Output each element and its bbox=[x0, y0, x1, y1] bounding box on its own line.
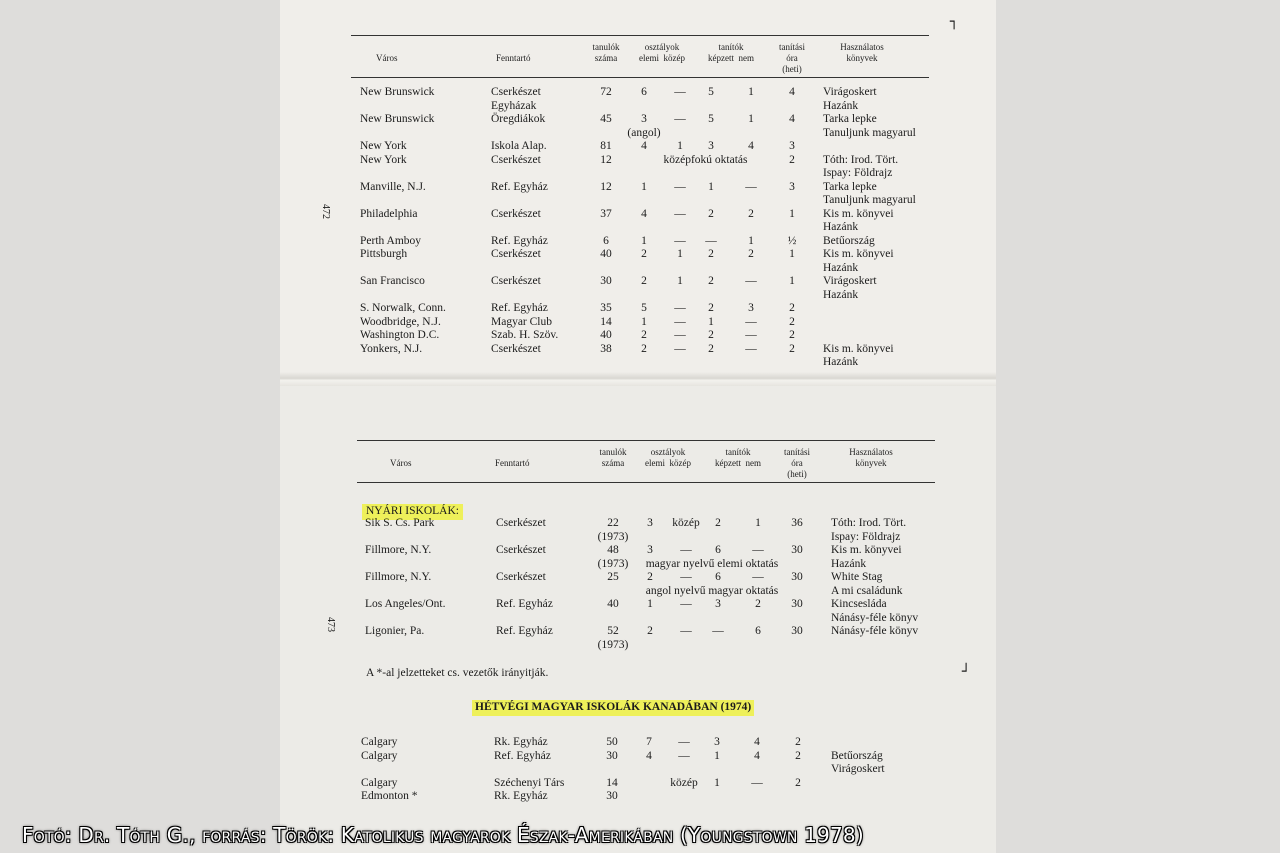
summer-table-row-students: 40 bbox=[607, 598, 619, 610]
top-table-row-kozep: — bbox=[674, 207, 686, 220]
bottom-header-sponsor: Fenntartó bbox=[495, 458, 530, 468]
photo-caption: Fotó: Dr. Tóth G., forrás: Török: Katolikus magyarok Észak-Amerikában (Youngstown 1978) bbox=[22, 823, 864, 847]
bottom-header-books: Használatos könyvek bbox=[849, 447, 893, 468]
top-table-row-hours: 4 bbox=[789, 86, 795, 98]
top-table-row-elemi: 4 bbox=[641, 207, 647, 220]
summer-table-row-students: (1973) bbox=[597, 638, 629, 651]
summer-table-row-elemi: 3 bbox=[647, 517, 653, 529]
top-table-row-city: Manville, N.J. bbox=[360, 180, 426, 193]
top-table-row-nem: 1 bbox=[748, 234, 754, 247]
summer-table-row-kepzett: — bbox=[712, 625, 724, 637]
top-header-books: Használatos könyvek bbox=[840, 42, 884, 63]
summer-table-row-hours: 30 bbox=[791, 571, 803, 583]
bottom-header-students: tanulók száma bbox=[599, 447, 627, 468]
canada-table-row-kozep: közép bbox=[670, 776, 698, 789]
top-table-row-nem: — bbox=[745, 315, 757, 328]
top-table-row-nem: 1 bbox=[748, 113, 754, 125]
top-table-row-hours: 4 bbox=[789, 113, 795, 125]
summer-table-row-kepzett: 2 bbox=[715, 517, 721, 529]
top-header-teachers: tanítók bbox=[718, 42, 744, 52]
summer-table-row-elemi: 2 bbox=[647, 625, 653, 637]
canada-table-row-sponsor: Ref. Egyház bbox=[494, 749, 551, 762]
top-table-row-elemi: 5 bbox=[641, 302, 647, 314]
top-table-row-elemi: 2 bbox=[641, 329, 647, 341]
summer-table-row-books: Kincsesláda bbox=[831, 598, 887, 610]
top-table-row-nem: — bbox=[745, 275, 757, 287]
footnote: A *-al jelzetteket cs. vezetők irányitják. bbox=[366, 667, 549, 679]
canada-table-row-city: Edmonton * bbox=[361, 790, 418, 802]
summer-table-row-city: Fillmore, N.Y. bbox=[365, 544, 432, 556]
bottom-header-teachers: tanítók bbox=[725, 447, 751, 457]
top-table-row-nem: — bbox=[745, 342, 757, 355]
top-table-row-nem: 2 bbox=[748, 248, 754, 260]
top-table-row-sponsor: Cserkészet bbox=[491, 248, 541, 260]
top-table-row-elemi: 4 bbox=[641, 140, 647, 152]
bottom-header-hours: tanítási óra (heti) bbox=[784, 447, 810, 479]
top-table-row-students: 30 bbox=[600, 275, 612, 287]
canada-table-row-hours: 2 bbox=[795, 749, 801, 762]
top-table-row-hours: 3 bbox=[789, 140, 795, 152]
top-table-row-books: Hazánk bbox=[823, 356, 859, 368]
top-table-row-books: Kis m. könyvei bbox=[823, 342, 894, 355]
top-table-row-books: Hazánk bbox=[823, 221, 859, 233]
summer-table-row-nem: 1 bbox=[755, 517, 761, 529]
top-table-row-nem: 1 bbox=[748, 86, 754, 98]
top-table-row-sponsor: Szab. H. Szöv. bbox=[491, 329, 559, 341]
top-table-row-sponsor: Cserkészet bbox=[491, 153, 541, 166]
canada-table-row-kepzett: 1 bbox=[714, 776, 720, 789]
canada-table-row-kepzett: 3 bbox=[714, 736, 720, 748]
top-table-row-nem: — bbox=[745, 180, 757, 193]
summer-table-row-books: Kis m. könyvei bbox=[831, 544, 902, 556]
top-table-row-nem: 2 bbox=[748, 207, 754, 220]
top-table-row-books: Ispay: Földrajz bbox=[823, 167, 893, 179]
top-table-row-sponsor: Magyar Club bbox=[491, 315, 553, 328]
top-table-row-nem: 3 bbox=[748, 302, 754, 314]
top-table-row-elemi: 2 bbox=[641, 275, 647, 287]
top-table-row-kozep: — bbox=[674, 113, 686, 125]
top-table-row-city: Pittsburgh bbox=[360, 248, 408, 260]
top-table-row-elemi: 2 bbox=[641, 248, 647, 260]
top-table-row-sponsor: Ref. Egyház bbox=[491, 234, 548, 247]
top-table-row-kepzett: 2 bbox=[708, 342, 714, 355]
summer-table-row-kozep: — bbox=[680, 625, 692, 637]
top-table-row-city: Philadelphia bbox=[360, 207, 418, 220]
top-header-city: Város bbox=[376, 53, 398, 63]
top-table-row-students: 14 bbox=[600, 315, 612, 328]
top-table-row-sponsor: Öregdiákok bbox=[491, 113, 546, 125]
summer-table-row-sponsor: Cserkészet bbox=[496, 517, 546, 529]
bottom-table-rule-lower bbox=[357, 482, 935, 483]
top-table-row-books: Hazánk bbox=[823, 99, 859, 112]
summer-table-row-kepzett: 6 bbox=[715, 571, 721, 583]
top-table-row-students: 40 bbox=[600, 248, 612, 260]
top-table-row-city: Perth Amboy bbox=[360, 234, 422, 247]
top-table-row-elemi: 1 bbox=[641, 180, 647, 193]
top-table-row-students: 35 bbox=[600, 302, 612, 314]
top-table-row-hours: 2 bbox=[789, 302, 795, 314]
summer-table-row-nem: 6 bbox=[755, 625, 761, 637]
top-table-row-sponsor: Cserkészet bbox=[491, 275, 541, 287]
canada-table-row-elemi: 4 bbox=[646, 749, 652, 762]
top-table-row-students: 38 bbox=[600, 342, 612, 355]
bottom-header-classes: osztályok bbox=[650, 447, 686, 457]
summer-table-row-elemi: 3 bbox=[647, 544, 653, 556]
top-table-row-kozep: 1 bbox=[677, 248, 683, 260]
summer-table-row-sponsor: Ref. Egyház bbox=[496, 625, 553, 637]
top-header-students: tanulók száma bbox=[592, 42, 620, 63]
top-table-row-students: 45 bbox=[600, 113, 612, 125]
top-table-row-kozep: — bbox=[674, 234, 686, 247]
top-table-row-books: Hazánk bbox=[823, 261, 859, 274]
top-table-row-students: 12 bbox=[600, 180, 612, 193]
top-table-row-kepzett: — bbox=[705, 234, 717, 247]
top-table-row-hours: 1 bbox=[789, 248, 795, 260]
canada-table-row-nem: 4 bbox=[754, 736, 760, 748]
canada-section-title: HÉTVÉGI MAGYAR ISKOLÁK KANADÁBAN (1974) bbox=[472, 700, 754, 716]
summer-table-row-students: (1973) bbox=[597, 530, 629, 543]
top-table-row-hours: 2 bbox=[789, 342, 795, 355]
top-table-row-elemi: 3 bbox=[641, 113, 647, 125]
top-table-row-books: Betűország bbox=[823, 234, 875, 247]
top-table-row-city: Washington D.C. bbox=[360, 329, 440, 341]
top-table-row-students: 6 bbox=[603, 234, 609, 247]
top-table-row-kozep: — bbox=[674, 329, 686, 341]
summer-table-row-city: Ligonier, Pa. bbox=[365, 625, 425, 637]
summer-table-row-students: 52 bbox=[607, 625, 619, 637]
summer-table-row-sponsor: Ref. Egyház bbox=[496, 598, 553, 610]
top-table-row-books: Tarka lepke bbox=[823, 113, 877, 125]
top-table-row-kepzett: 5 bbox=[708, 86, 714, 98]
top-header-classes-sub: elemi közép bbox=[639, 53, 685, 63]
canada-table-row-kozep: — bbox=[678, 749, 690, 762]
canada-table-row-nem: 4 bbox=[754, 749, 760, 762]
top-table-row-hours: ½ bbox=[787, 234, 797, 247]
crop-mark-top: ┐ bbox=[950, 14, 959, 30]
top-table-row-sponsor: Iskola Alap. bbox=[491, 140, 547, 152]
top-table-row-sponsor: Ref. Egyház bbox=[491, 302, 548, 314]
top-header-hours: tanítási óra (heti) bbox=[779, 42, 805, 74]
bottom-table-rule-upper bbox=[357, 440, 935, 441]
top-table-row-elemi: 1 bbox=[641, 234, 647, 247]
top-table-row-nem: — bbox=[745, 329, 757, 341]
canada-table-row-students: 30 bbox=[606, 749, 618, 762]
canada-table-row-sponsor: Rk. Egyház bbox=[494, 736, 548, 748]
canada-table-row-kepzett: 1 bbox=[714, 749, 720, 762]
summer-table-row-elemi: 2 bbox=[647, 571, 653, 583]
page-fold bbox=[280, 372, 996, 386]
page-number-top: 472 bbox=[320, 204, 331, 219]
canada-table-row-sponsor: Széchenyi Társ bbox=[494, 776, 565, 789]
top-table-row-books: Virágoskert bbox=[823, 275, 877, 287]
summer-schools-title: NYÁRI ISKOLÁK: bbox=[362, 504, 463, 520]
top-table-row-books: Kis m. könyvei bbox=[823, 207, 894, 220]
top-table-row-nem: 4 bbox=[748, 140, 754, 152]
top-table-row-kepzett: 2 bbox=[708, 329, 714, 341]
top-table-row-kepzett: 5 bbox=[708, 113, 714, 125]
summer-table-row-kozep: — bbox=[680, 571, 692, 583]
summer-table-row-elemi: 1 bbox=[647, 598, 653, 610]
summer-table-row-students: 25 bbox=[607, 571, 619, 583]
summer-table-row-nem: 2 bbox=[755, 598, 761, 610]
top-table-row-city: Yonkers, N.J. bbox=[360, 342, 423, 355]
summer-table-row-kozep: magyar nyelvű elemi oktatás bbox=[645, 557, 779, 570]
summer-table-row-kozep: — bbox=[680, 598, 692, 610]
top-table-row-city: San Francisco bbox=[360, 275, 425, 287]
top-table-row-books: Tarka lepke bbox=[823, 180, 877, 193]
top-table-row-books: Tanuljunk magyarul bbox=[823, 194, 916, 206]
top-table-row-students: 40 bbox=[600, 329, 612, 341]
top-table-row-books: Tanuljunk magyarul bbox=[823, 126, 916, 139]
summer-table-row-books: A mi családunk bbox=[831, 584, 903, 597]
summer-table-row-sponsor: Cserkészet bbox=[496, 571, 546, 583]
canada-table-row-kozep: — bbox=[678, 736, 690, 748]
top-table-row-kepzett: 3 bbox=[708, 140, 714, 152]
top-table-row-sponsor: Cserkészet bbox=[491, 342, 541, 355]
top-table-row-sponsor: Egyházak bbox=[491, 99, 537, 112]
canada-table-row-students: 14 bbox=[606, 776, 618, 789]
canada-table-row-nem: — bbox=[751, 776, 763, 789]
summer-table-row-city: Fillmore, N.Y. bbox=[365, 571, 432, 583]
top-table-row-elemi: (angol) bbox=[627, 126, 661, 139]
top-table-row-sponsor: Cserkészet bbox=[491, 207, 541, 220]
canada-table-row-elemi: 7 bbox=[646, 736, 652, 748]
summer-table-row-students: 48 bbox=[607, 544, 619, 556]
summer-table-row-nem: — bbox=[752, 544, 764, 556]
bottom-header-city: Város bbox=[390, 458, 412, 468]
top-table-row-elemi: 2 bbox=[641, 342, 647, 355]
top-table-row-books: Tóth: Irod. Tört. bbox=[823, 153, 899, 166]
summer-table-row-books: Nánásy-féle könyv bbox=[831, 625, 919, 637]
canada-table-row-hours: 2 bbox=[795, 736, 801, 748]
canada-table-row-sponsor: Rk. Egyház bbox=[494, 790, 548, 802]
top-table-row-city: New York bbox=[360, 153, 407, 166]
top-table-rule-upper bbox=[351, 35, 929, 36]
summer-table-row-kozep: — bbox=[680, 544, 692, 556]
summer-table-row-hours: 30 bbox=[791, 544, 803, 556]
summer-table-row-hours: 30 bbox=[791, 598, 803, 610]
summer-table-row-books: White Stag bbox=[831, 571, 883, 583]
summer-table-row-students: (1973) bbox=[597, 557, 629, 570]
canada-table-row-students: 50 bbox=[606, 736, 618, 748]
top-table-row-hours: 2 bbox=[789, 329, 795, 341]
top-table-rule-lower bbox=[351, 77, 929, 78]
top-table-row-city: S. Norwalk, Conn. bbox=[360, 302, 446, 314]
summer-table-row-city: Sik S. Cs. Park bbox=[365, 517, 435, 529]
top-table-row-kepzett: 2 bbox=[708, 302, 714, 314]
top-table-row-hours: 2 bbox=[789, 315, 795, 328]
top-table-row-city: New York bbox=[360, 140, 407, 152]
top-table-row-students: 37 bbox=[600, 207, 612, 220]
top-header-sponsor: Fenntartó bbox=[496, 53, 531, 63]
top-table-row-kozep: — bbox=[674, 342, 686, 355]
bottom-header-teachers-sub: képzett nem bbox=[715, 458, 761, 468]
top-table-row-kozep: — bbox=[674, 86, 686, 98]
summer-table-row-hours: 36 bbox=[791, 517, 803, 529]
top-table-row-books: Hazánk bbox=[823, 288, 859, 301]
top-table-row-students: 12 bbox=[600, 153, 612, 166]
top-table-row-hours: 2 bbox=[789, 153, 795, 166]
top-table-row-hours: 1 bbox=[789, 275, 795, 287]
top-table-row-kepzett: 2 bbox=[708, 275, 714, 287]
top-table-row-city: Woodbridge, N.J. bbox=[360, 315, 441, 328]
top-table-row-kepzett: 2 bbox=[708, 207, 714, 220]
top-header-teachers-sub: képzett nem bbox=[708, 53, 754, 63]
summer-table-row-hours: 30 bbox=[791, 625, 803, 637]
top-table-row-elemi: 6 bbox=[641, 86, 647, 98]
summer-table-row-sponsor: Cserkészet bbox=[496, 544, 546, 556]
canada-table-row-students: 30 bbox=[606, 790, 618, 802]
summer-table-row-books: Ispay: Földrajz bbox=[831, 530, 901, 543]
top-table-row-sponsor: Ref. Egyház bbox=[491, 180, 548, 193]
bottom-header-classes-sub: elemi közép bbox=[645, 458, 691, 468]
top-table-row-kozep: — bbox=[674, 302, 686, 314]
summer-table-row-kozep: angol nyelvű magyar oktatás bbox=[645, 584, 779, 597]
top-table-row-kepzett: 1 bbox=[708, 315, 714, 328]
top-table-row-students: 81 bbox=[600, 140, 612, 152]
summer-table-row-kepzett: 6 bbox=[715, 544, 721, 556]
top-table-row-hours: 1 bbox=[789, 207, 795, 220]
top-table-row-kepzett: 2 bbox=[708, 248, 714, 260]
top-table-row-hours: 3 bbox=[789, 180, 795, 193]
summer-table-row-books: Tóth: Irod. Tört. bbox=[831, 517, 907, 529]
top-table-row-kozep: — bbox=[674, 315, 686, 328]
canada-table-row-hours: 2 bbox=[795, 776, 801, 789]
crop-mark-bottom: ┘ bbox=[962, 664, 971, 680]
top-table-row-books: Virágoskert bbox=[823, 86, 877, 98]
top-table-row-kepzett: 1 bbox=[708, 180, 714, 193]
summer-table-row-kozep: közép bbox=[672, 517, 700, 529]
top-table-row-books: Kis m. könyvei bbox=[823, 248, 894, 260]
canada-table-row-books: Virágoskert bbox=[831, 763, 885, 775]
top-table-row-students: 72 bbox=[600, 86, 612, 98]
canada-table-row-city: Calgary bbox=[361, 749, 398, 762]
summer-table-row-nem: — bbox=[752, 571, 764, 583]
canada-table-row-city: Calgary bbox=[361, 736, 398, 748]
summer-table-row-city: Los Angeles/Ont. bbox=[365, 598, 446, 610]
top-header-classes: osztályok bbox=[644, 42, 680, 52]
summer-table-row-books: Hazánk bbox=[831, 557, 867, 570]
top-table-row-kozep: középfokú oktatás bbox=[663, 153, 748, 166]
top-table-row-kozep: 1 bbox=[677, 140, 683, 152]
top-table-row-city: New Brunswick bbox=[360, 113, 435, 125]
page-number-bottom: 473 bbox=[325, 617, 336, 632]
summer-table-row-kepzett: 3 bbox=[715, 598, 721, 610]
canada-table-row-books: Betűország bbox=[831, 749, 883, 762]
summer-table-row-students: 22 bbox=[607, 517, 619, 529]
top-table-row-kozep: — bbox=[674, 180, 686, 193]
top-table-row-city: New Brunswick bbox=[360, 86, 435, 98]
canada-table-row-city: Calgary bbox=[361, 776, 398, 789]
top-table-row-elemi: 1 bbox=[641, 315, 647, 328]
top-table-row-kozep: 1 bbox=[677, 275, 683, 287]
top-table-row-sponsor: Cserkészet bbox=[491, 86, 541, 98]
summer-table-row-books: Nánásy-féle könyv bbox=[831, 611, 919, 624]
